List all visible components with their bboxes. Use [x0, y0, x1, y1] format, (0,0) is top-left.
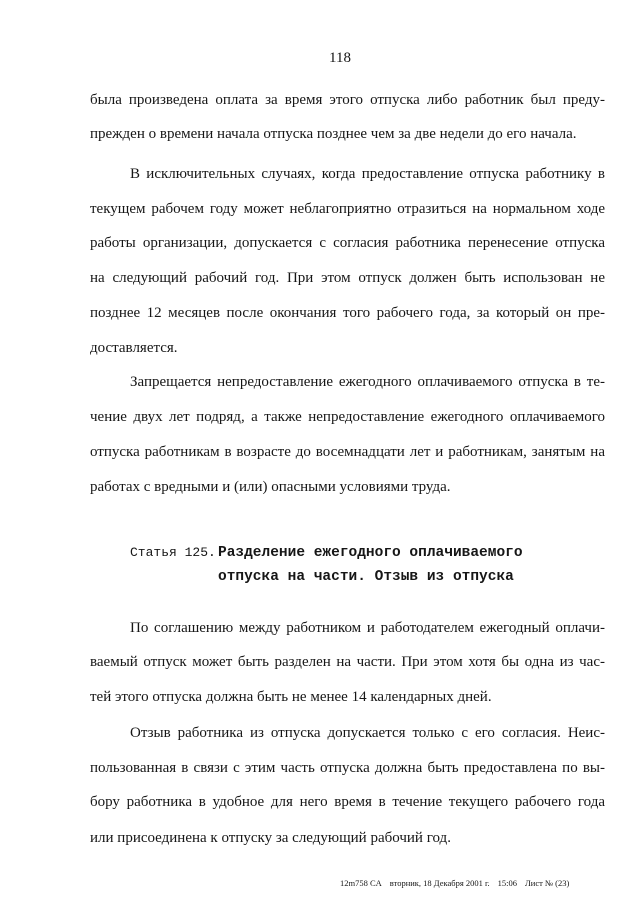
- print-date: вторник, 18 Декабря 2001 г.: [389, 878, 490, 888]
- paragraph-line: позднее 12 месяцев после окончания того рабочего года, за который он пре-: [90, 305, 605, 321]
- paragraph-line: тей этого отпуска должна быть не менее 14 календарных дней.: [90, 689, 492, 705]
- paragraph-line: текущем рабочем году может неблагоприятно отразиться на нормальном ходе: [90, 201, 605, 217]
- paragraph-line: или присоединена к отпуску за следующий рабочий год.: [90, 830, 451, 846]
- paragraph-line: отпуска работникам в возрасте до восемнадцати лет и работникам, занятым на: [90, 444, 605, 460]
- print-time: 15:06: [497, 878, 518, 888]
- paragraph-line: Отзыв работника из отпуска допускается только с его согласия. Неис-: [130, 725, 605, 741]
- paragraph-line: была произведена оплата за время этого отпуска либо работник был преду-: [90, 92, 605, 108]
- document-code: 12m758 CA: [340, 878, 382, 888]
- paragraph-line: В исключительных случаях, когда предоставление отпуска работнику в: [130, 166, 605, 182]
- paragraph-line: чение двух лет подряд, а также непредоставление ежегодного оплачиваемого: [90, 409, 605, 425]
- paragraph-line: пользованная в связи с этим часть отпуска должна быть предоставлена по вы-: [90, 760, 605, 776]
- paragraph-line: ваемый отпуск может быть разделен на части. При этом хотя бы одна из час-: [90, 654, 605, 670]
- paragraph-line: Запрещается непредоставление ежегодного оплачиваемого отпуска в те-: [130, 374, 605, 390]
- paragraph-line: прежден о времени начала отпуска позднее чем за две недели до его начала.: [90, 126, 577, 142]
- article-number: Статья 125.: [130, 545, 216, 560]
- paragraph-line: на следующий рабочий год. При этом отпуск должен быть использован не: [90, 270, 605, 286]
- print-footer: [340, 877, 569, 889]
- paragraph-line: доставляется.: [90, 340, 178, 356]
- paragraph-line: работы организации, допускается с согласия работника перенесение отпуска: [90, 235, 605, 251]
- sheet-number: Лист № (23): [525, 878, 570, 888]
- paragraph-line: бору работника в удобное для него время в течение текущего рабочего года: [90, 794, 605, 810]
- article-title-line: Разделение ежегодного оплачиваемого: [218, 545, 523, 561]
- paragraph-line: По соглашению между работником и работодателем ежегодный оплачи-: [130, 620, 605, 636]
- paragraph-line: работах с вредными и (или) опасными условиями труда.: [90, 479, 451, 495]
- article-title-line: отпуска на части. Отзыв из отпуска: [218, 569, 514, 585]
- page-number: 118: [329, 50, 351, 66]
